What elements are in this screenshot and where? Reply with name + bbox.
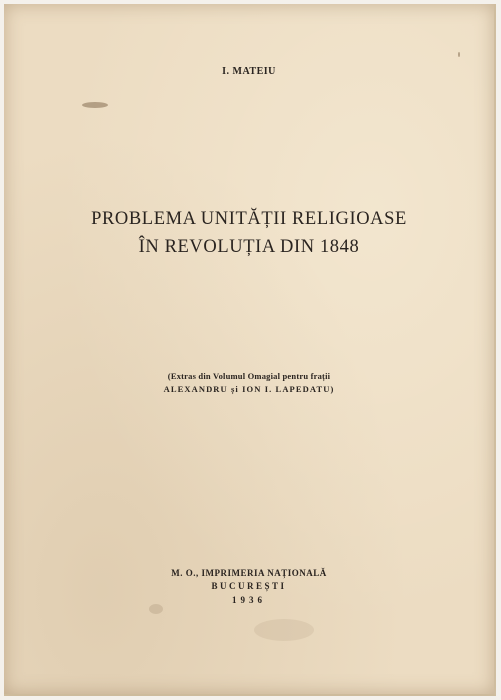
publisher-city: BUCUREȘTI <box>211 581 287 591</box>
paper-stain <box>82 102 108 108</box>
extract-note-line-1: (Extras din Volumul Omagial pentru frații <box>167 371 331 381</box>
publication-year: 1936 <box>232 595 266 605</box>
book-cover <box>4 4 496 696</box>
paper-stain <box>458 52 460 57</box>
publisher-name: M. O., IMPRIMERIA NAȚIONALĂ <box>171 568 327 578</box>
paper-stain <box>254 619 314 641</box>
title-line-2: ÎN REVOLUȚIA DIN 1848 <box>138 237 360 257</box>
title-line-1: PROBLEMA UNITĂȚII RELIGIOASE <box>91 209 407 229</box>
paper-stain <box>149 604 163 614</box>
author-name: I. MATEIU <box>222 66 276 77</box>
extract-note-line-2: ALEXANDRU și ION I. LAPEDATU) <box>163 384 335 394</box>
